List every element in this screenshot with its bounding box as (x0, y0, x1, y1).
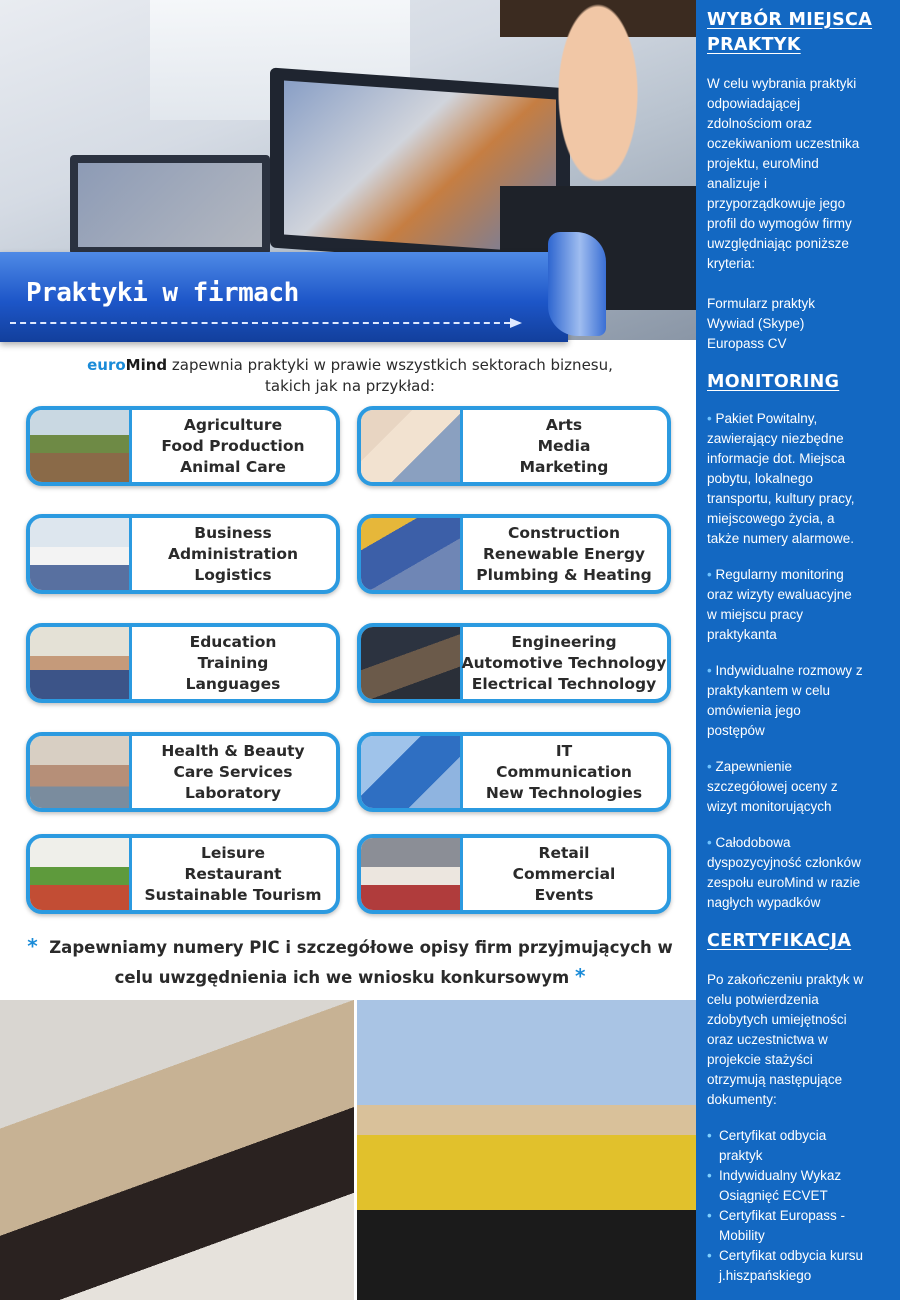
sector-line: Renewable Energy (482, 544, 646, 563)
page-title: Praktyki w firmach (26, 278, 299, 308)
business-photo (30, 518, 132, 590)
sector-card-it (357, 732, 671, 812)
monitoring-item (707, 833, 890, 913)
text-line: analizuje i (707, 176, 768, 191)
monitoring-item (707, 409, 890, 549)
text-line: zespołu euroMind w razie (707, 875, 861, 890)
text-line: kryteria: (707, 256, 756, 271)
text-line: projektu, euroMind (707, 156, 819, 171)
photo-surveyor (357, 1000, 696, 1300)
banner-arrow-line (10, 322, 510, 324)
leisure-photo (30, 838, 132, 910)
text-line: nagłych wypadków (707, 895, 821, 910)
text-line: dokumenty: (707, 1092, 777, 1107)
text-line: Regularny monitoring (715, 567, 844, 582)
text-line: otrzymują następujące (707, 1072, 843, 1087)
sector-card-agriculture (26, 406, 340, 486)
brand-euro: euro (87, 356, 126, 374)
text-line: transportu, kultury pracy, (707, 491, 855, 506)
banner-scroll-decoration (548, 232, 606, 336)
criteria-item: Europass CV (707, 336, 787, 351)
sector-line: Administration (167, 544, 299, 563)
engineering-photo (361, 627, 463, 699)
monitoring-item (707, 661, 890, 741)
sector-line: Care Services (173, 762, 293, 781)
bullet-icon: • (707, 567, 712, 582)
asterisk-icon: * (574, 964, 586, 988)
sector-line: Marketing (519, 457, 609, 476)
text-line: zdobytych umiejętności (707, 1012, 847, 1027)
sector-card-leisure (26, 834, 340, 914)
text-line: uwzględniając poniższe (707, 236, 849, 251)
certification-description (707, 970, 890, 1110)
sector-card-business (26, 514, 340, 594)
photo-pattern-cutting (0, 1000, 354, 1300)
sector-card-education (26, 623, 340, 703)
text-line: wizyt monitorujących (707, 799, 832, 814)
intro-line-1 (30, 355, 670, 376)
criteria-item: Wywiad (Skype) (707, 316, 805, 331)
education-photo (30, 627, 132, 699)
text-line: Mobility (719, 1228, 765, 1243)
bullet-icon: • (707, 759, 712, 774)
sector-line: Communication (496, 762, 632, 781)
sector-card-arts (357, 406, 671, 486)
text-line: Zapewnienie (715, 759, 793, 774)
sector-line: Languages (185, 674, 281, 693)
sector-line: Agriculture (183, 415, 283, 434)
heading-line: WYBÓR MIEJSCA (707, 10, 873, 30)
it-photo (361, 736, 463, 808)
certificate-item (707, 1206, 890, 1246)
text-line: informacje dot. Miejsca (707, 451, 846, 466)
footnote-line-2 (20, 962, 680, 992)
text-line: także numery alarmowe. (707, 531, 855, 546)
text-line: w miejscu pracy (707, 607, 804, 622)
heading-line: PRAKTYK (707, 35, 801, 55)
sector-line: Automotive Technology (461, 653, 667, 672)
monitoring-item (707, 565, 890, 645)
heading-certification: CERTYFIKACJA (707, 931, 852, 951)
sector-line: Media (537, 436, 591, 455)
text-line: j.hiszpańskiego (719, 1268, 812, 1283)
sector-line: Training (197, 653, 269, 672)
sector-card-construction (357, 514, 671, 594)
certificate-item (707, 1246, 890, 1286)
criteria-item: Formularz praktyk (707, 296, 816, 311)
sector-card-health (26, 732, 340, 812)
sector-line: Retail (538, 843, 590, 862)
bullet-icon: • (707, 411, 712, 426)
text-line: praktykanta (707, 627, 777, 642)
placement-criteria (707, 294, 890, 354)
sector-line: Restaurant (184, 864, 282, 883)
sector-line: Health & Beauty (161, 741, 305, 760)
brand-mind: Mind (125, 356, 168, 374)
sector-line: Laboratory (185, 783, 281, 802)
text-line: projekcie stażyści (707, 1052, 813, 1067)
certificate-item (707, 1126, 890, 1166)
placement-description (707, 74, 890, 274)
sector-card-engineering (357, 623, 671, 703)
footnote (20, 932, 680, 992)
text-line: • Certyfikat odbycia kursu (719, 1248, 864, 1263)
text-line: Po zakończeniu praktyk w (707, 972, 864, 987)
sector-line: Animal Care (180, 457, 286, 476)
sector-line: Engineering (511, 632, 617, 651)
text-line: pobytu, lokalnego (707, 471, 813, 486)
text-line: oraz wizyty ewaluacyjne (707, 587, 852, 602)
text-line: oraz uczestnictwa w (707, 1032, 828, 1047)
text-line: praktykantem w celu (707, 683, 831, 698)
sector-line: IT (555, 741, 573, 760)
sector-line: Electrical Technology (471, 674, 657, 693)
sector-line: New Technologies (485, 783, 643, 802)
sector-line: Commercial (512, 864, 616, 883)
text-line: W celu wybrania praktyki (707, 76, 857, 91)
sector-line: Business (194, 523, 272, 542)
intro-text (30, 355, 670, 397)
intro-line-2: takich jak na przykład: (265, 377, 435, 395)
text-line: odpowiadającej (707, 96, 801, 111)
heading-placement-choice (707, 8, 890, 58)
text-line: miejscowego życia, a (707, 511, 835, 526)
hero-monitor-back (70, 155, 270, 255)
text-line: Pakiet Powitalny, (715, 411, 818, 426)
monitoring-item (707, 757, 890, 817)
text-line: Osiągnięć ECVET (719, 1188, 828, 1203)
sector-line: Food Production (161, 436, 305, 455)
text-line: Całodobowa (715, 835, 791, 850)
footnote-text-2: celu uwzgędnienia ich we wniosku konkursowym (114, 968, 570, 987)
sector-line: Leisure (200, 843, 266, 862)
sector-line: Arts (545, 415, 583, 434)
agriculture-photo (30, 410, 132, 482)
text-line: przyporządkowuje jego (707, 196, 846, 211)
heading-monitoring: MONITORING (707, 372, 840, 392)
sidebar (696, 0, 900, 1300)
sector-line: Logistics (194, 565, 272, 584)
construction-photo (361, 518, 463, 590)
asterisk-icon: * (27, 934, 38, 958)
text-line: • Certyfikat Europass - (719, 1208, 846, 1223)
intro-line-1-text: zapewnia praktyki w prawie wszystkich sektorach biznesu, (167, 356, 613, 374)
sector-line: Plumbing & Heating (476, 565, 652, 584)
footnote-line-1 (20, 932, 680, 962)
text-line: • Certyfikat odbycia (719, 1128, 827, 1143)
text-line: dyspozycyjność członków (707, 855, 861, 870)
text-line: celu potwierdzenia (707, 992, 819, 1007)
text-line: omówienia jego (707, 703, 801, 718)
sector-line: Education (189, 632, 277, 651)
bullet-icon: • (707, 663, 712, 678)
certificate-item (707, 1166, 890, 1206)
sector-card-retail (357, 834, 671, 914)
sector-line: Sustainable Tourism (144, 885, 322, 904)
footnote-text-1: Zapewniamy numery PIC i szczegółowe opisy firm przyjmujących w (49, 938, 673, 957)
certificate-list (707, 1126, 890, 1286)
text-line: • Indywidualny Wykaz (719, 1168, 842, 1183)
text-line: postępów (707, 723, 765, 738)
text-line: oczekiwaniom uczestnika (707, 136, 860, 151)
text-line: szczegółowej oceny z (707, 779, 838, 794)
text-line: zawierający niezbędne (707, 431, 844, 446)
bullet-icon: • (707, 835, 712, 850)
sector-line: Construction (508, 523, 620, 542)
retail-photo (361, 838, 463, 910)
health-photo (30, 736, 132, 808)
text-line: Indywidualne rozmowy z (715, 663, 863, 678)
sector-line: Events (534, 885, 594, 904)
text-line: profil do wymogów firmy (707, 216, 852, 231)
text-line: zdolnościom oraz (707, 116, 813, 131)
text-line: praktyk (719, 1148, 763, 1163)
arts-photo (361, 410, 463, 482)
